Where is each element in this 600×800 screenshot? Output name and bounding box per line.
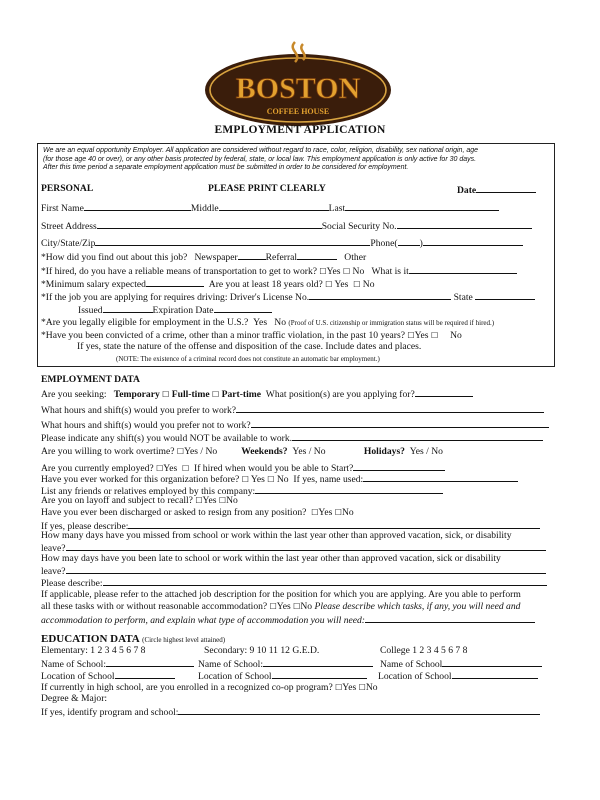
yes-checkbox[interactable]: ☐ <box>319 267 327 276</box>
age-question: Are you at least 18 years old? <box>208 279 323 290</box>
yes-no-label: Yes / No <box>184 446 218 457</box>
identify-row <box>41 705 540 719</box>
yes-checkbox[interactable]: ☐ <box>241 475 249 484</box>
no-label: No <box>450 330 462 341</box>
friends-field[interactable] <box>255 484 443 494</box>
start-question: If hired when would you be able to Start? <box>194 463 354 474</box>
transport-row <box>41 264 517 278</box>
circle-note: (Circle highest level attained) <box>142 636 226 644</box>
eligible-row <box>41 317 494 329</box>
no-checkbox[interactable]: ☐ <box>430 331 439 340</box>
convicted-question: *Have you been convicted of a crime, other than a minor traffic violation, in the past 10 years? <box>41 330 405 341</box>
degree-row <box>41 693 107 705</box>
tasks-text-1: If applicable, please refer to the attached job description for the position for which you are applying. Are you able to perform <box>41 589 521 600</box>
shift-not-field[interactable] <box>292 431 543 441</box>
temporary-label: Temporary <box>113 389 160 400</box>
expiration-field[interactable] <box>214 303 272 313</box>
yes-checkbox[interactable]: ☐ <box>156 464 164 473</box>
yes-checkbox[interactable]: ☐ <box>269 602 277 611</box>
parttime-label: Part-time <box>221 389 261 400</box>
college-name-field[interactable] <box>442 657 542 667</box>
shift-not-row <box>41 431 543 445</box>
newspaper-label: Newspaper <box>194 252 238 263</box>
employment-heading: EMPLOYMENT DATA <box>41 374 140 385</box>
secondary-levels: Secondary: 9 10 11 12 G.E.D. <box>204 645 320 656</box>
hours-pref-row <box>41 403 544 417</box>
no-label: No <box>365 682 378 693</box>
tasks-italic-text: Please describe which tasks, if any, you will need and <box>314 601 521 612</box>
yes-checkbox[interactable]: ☐ <box>325 280 333 289</box>
what-is-it-label: What is it <box>371 266 409 277</box>
degree-label: Degree & Major: <box>41 693 108 704</box>
no-checkbox[interactable]: ☐ <box>334 508 342 517</box>
overtime-question: Are you willing to work overtime? <box>41 446 175 457</box>
salary-label: *Minimum salary expected <box>41 279 146 290</box>
boston-coffee-house-logo <box>203 40 393 128</box>
driving-question: *If the job you are applying for requires driving: Driver's License No. <box>41 292 310 303</box>
first-name-label: First Name <box>41 203 84 214</box>
area-code-field[interactable] <box>398 236 420 246</box>
layoff-row <box>41 495 238 507</box>
tasks-row-3 <box>41 613 535 627</box>
yes-label: Yes <box>342 682 357 693</box>
street-field[interactable] <box>97 219 322 229</box>
missed-field[interactable] <box>66 541 546 551</box>
eligible-question: *Are you legally eligible for employment in the U.S.? <box>41 317 249 328</box>
tasks-text-3: accommodation to perform, and explain what type of accommodation you will need: <box>41 615 365 626</box>
date-field[interactable] <box>476 183 536 193</box>
middle-label: Middle <box>190 203 219 214</box>
location-label: Location of School <box>378 671 452 682</box>
hours-not-row <box>41 418 549 432</box>
weekends-label: Weekends? <box>241 446 288 457</box>
education-heading: EDUCATION DATA <box>41 633 140 645</box>
salary-field[interactable] <box>146 277 204 287</box>
no-label: No <box>300 601 313 612</box>
street-label: Street Address <box>41 221 97 232</box>
location-label: Location of School <box>198 671 272 682</box>
discharge-describe-field[interactable] <box>128 519 540 529</box>
criminal-note: (NOTE: The existence of a criminal record does not constitute an automatic bar employment.) <box>116 355 380 363</box>
yes-no-label: Yes / No <box>292 446 326 457</box>
no-checkbox[interactable]: ☐ <box>182 464 190 473</box>
elementary-location-field[interactable] <box>115 669 175 679</box>
tasks-row-1 <box>41 589 521 601</box>
seeking-label: Are you seeking: <box>41 389 107 400</box>
first-name-field[interactable] <box>84 201 191 211</box>
identify-field[interactable] <box>178 705 540 715</box>
issued-field[interactable] <box>103 303 153 313</box>
state-field[interactable] <box>475 290 535 300</box>
no-checkbox[interactable]: ☐ <box>342 267 351 276</box>
no-label: No <box>274 317 286 328</box>
yes-label: Yes <box>250 474 265 485</box>
no-label: No <box>226 495 238 506</box>
name-used-label: If yes, name used: <box>293 474 364 485</box>
leave-label: leave? <box>41 566 66 577</box>
yes-label: Yes <box>334 279 349 290</box>
name-row <box>41 201 499 215</box>
start-field[interactable] <box>353 461 445 471</box>
phone-label: Phone( <box>370 238 398 249</box>
ssn-label: Social Security No. <box>321 221 397 232</box>
yes-checkbox[interactable]: ☐ <box>407 331 415 340</box>
college-location-field[interactable] <box>452 669 538 679</box>
notice-line: (for those age 40 or over), or any other basis protected by federal, state, or local law. This employment application is only active for 30 days. <box>43 155 477 163</box>
notice-line: After this time period a separate employment application must be submitted in order to be considered for employment. <box>43 164 409 172</box>
ifyes-describe-label: If yes, please describe: <box>41 521 129 532</box>
coop-question: If currently in high school, are you enrolled in a recognized co-op program? <box>41 682 333 693</box>
parttime-checkbox[interactable]: ☐ <box>212 390 220 399</box>
last-name-field[interactable] <box>345 201 499 211</box>
yes-label: Yes <box>253 317 268 328</box>
proof-note: (Proof of U.S. citizenship or immigration status will be required if hired.) <box>288 319 495 327</box>
college-location <box>378 669 538 683</box>
referral-field[interactable] <box>297 250 337 260</box>
college-levels: College 1 2 3 4 5 6 7 8 <box>380 645 468 656</box>
yes-label: Yes <box>318 507 333 518</box>
layoff-question: Are you on layoff and subject to recall? <box>41 495 193 506</box>
hours-not-question: What hours and shift(s) would you prefer not to work? <box>41 420 251 431</box>
yes-no-label: Yes / No <box>409 446 443 457</box>
yes-checkbox[interactable]: ☐ <box>176 447 185 456</box>
city-label: City/State/Zip <box>41 238 96 249</box>
late-describe-field[interactable] <box>103 576 547 586</box>
yes-checkbox[interactable]: ☐ <box>195 496 203 505</box>
worked-question: Have you ever worked for this organization before? <box>41 474 240 485</box>
no-checkbox[interactable]: ☐ <box>267 475 275 484</box>
discharged-row <box>41 507 354 519</box>
yes-checkbox[interactable]: ☐ <box>335 683 343 692</box>
phone-field[interactable] <box>423 236 523 246</box>
missed-question: How many days have you missed from school or work within the last year other than approved vacation, sick, or disability <box>41 530 512 541</box>
late-field[interactable] <box>66 564 546 574</box>
no-label: No <box>276 474 289 485</box>
city-field[interactable] <box>95 236 370 246</box>
name-used-field[interactable] <box>363 472 518 482</box>
salary-row <box>41 277 375 291</box>
no-checkbox[interactable]: ☐ <box>353 280 361 289</box>
fulltime-label: Full-time <box>171 389 210 400</box>
logo-tagline-text: COFFEE HOUSE <box>266 107 330 116</box>
position-field[interactable] <box>415 387 473 397</box>
yes-label: Yes <box>276 601 291 612</box>
referral-label: Referral <box>265 252 298 263</box>
identify-label: If yes, identify program and school: <box>41 707 179 718</box>
discharged-question: Have you ever been discharged or asked to resign from any position? <box>41 507 307 518</box>
yes-label: Yes <box>163 463 178 474</box>
notice-line: We are an equal opportunity Employer. All application are considered without regard to race, color, religion, disability, sex national origin, age <box>43 147 479 154</box>
yes-checkbox[interactable]: ☐ <box>311 508 319 517</box>
middle-name-field[interactable] <box>219 201 329 211</box>
school-name-label: Name of School <box>380 659 443 670</box>
seeking-row <box>41 387 473 401</box>
issued-label: Issued <box>78 305 103 316</box>
license-dates-row <box>78 303 272 317</box>
hours-not-field[interactable] <box>251 418 549 428</box>
school-name-label: Name of School: <box>198 659 264 670</box>
heard-row <box>41 250 366 264</box>
personal-heading: PERSONAL <box>41 183 94 194</box>
license-field[interactable] <box>309 290 451 300</box>
tasks-text-2: all these tasks with or without reasonable accommodation? <box>41 601 268 612</box>
page-title: EMPLOYMENT APPLICATION <box>214 124 386 136</box>
no-checkbox[interactable]: ☐ <box>218 496 227 505</box>
secondary-location-field[interactable] <box>272 669 367 679</box>
secondary-location <box>198 669 367 683</box>
other-label: Other <box>344 252 367 263</box>
yes-label: Yes <box>202 495 217 506</box>
no-label: No <box>352 266 365 277</box>
transport-field[interactable] <box>409 264 517 274</box>
newspaper-field[interactable] <box>238 250 266 260</box>
eoe-notice <box>43 147 551 173</box>
employed-question: Are you currently employed? <box>41 463 154 474</box>
transport-question: *If hired, do you have a reliable means of transportation to get to work? <box>41 266 317 277</box>
leave-label: leave? <box>41 543 66 554</box>
shift-not-question: Please indicate any shift(s) you would NOT be available to work. <box>41 433 293 444</box>
tasks-row-2 <box>41 601 520 613</box>
convicted-detail: If yes, state the nature of the offense and disposition of the case. Include dates and places. <box>77 341 422 352</box>
driving-row <box>41 290 535 304</box>
holidays-label: Holidays? <box>363 446 405 457</box>
elementary-levels: Elementary: 1 2 3 4 5 6 7 8 <box>41 645 146 656</box>
address-row <box>41 219 532 233</box>
elementary-location <box>41 669 175 683</box>
date-label: Date <box>457 183 536 197</box>
location-label: Location of School <box>41 671 115 682</box>
no-checkbox[interactable]: ☐ <box>358 683 366 692</box>
please-describe-row <box>41 576 547 590</box>
yes-label: Yes <box>326 266 341 277</box>
school-name-label: Name of School: <box>41 659 107 670</box>
overtime-row <box>41 446 443 458</box>
heard-question: *How did you find out about this job? <box>41 252 188 263</box>
secondary-name-field[interactable] <box>263 657 373 667</box>
no-checkbox[interactable]: ☐ <box>293 602 301 611</box>
city-row <box>41 236 523 250</box>
last-label: Last <box>328 203 346 214</box>
print-clearly-label: PLEASE PRINT CLEARLY <box>208 183 326 194</box>
position-question: What position(s) are you applying for? <box>265 389 415 400</box>
hours-pref-question: What hours and shift(s) would you prefer to work? <box>41 405 237 416</box>
logo-brand-text: BOSTON <box>235 72 361 105</box>
friends-question: List any friends or relatives employed by this company: <box>41 486 256 497</box>
ssn-field[interactable] <box>397 219 532 229</box>
hours-pref-field[interactable] <box>236 403 544 413</box>
please-describe-label: Please describe: <box>41 578 103 589</box>
phone-close: ) <box>419 238 423 249</box>
state-label: State <box>453 292 473 303</box>
no-label: No <box>362 279 375 290</box>
yes-label: Yes <box>414 330 429 341</box>
elementary-name-field[interactable] <box>106 657 194 667</box>
fulltime-checkbox[interactable]: ☐ <box>162 390 170 399</box>
late-question: How may days have you been late to school or work within the last year other than approved vacation, sick or disability <box>41 553 501 564</box>
accommodation-field[interactable] <box>365 613 535 623</box>
expiration-label: Expiration Date <box>152 305 214 316</box>
no-label: No <box>341 507 354 518</box>
